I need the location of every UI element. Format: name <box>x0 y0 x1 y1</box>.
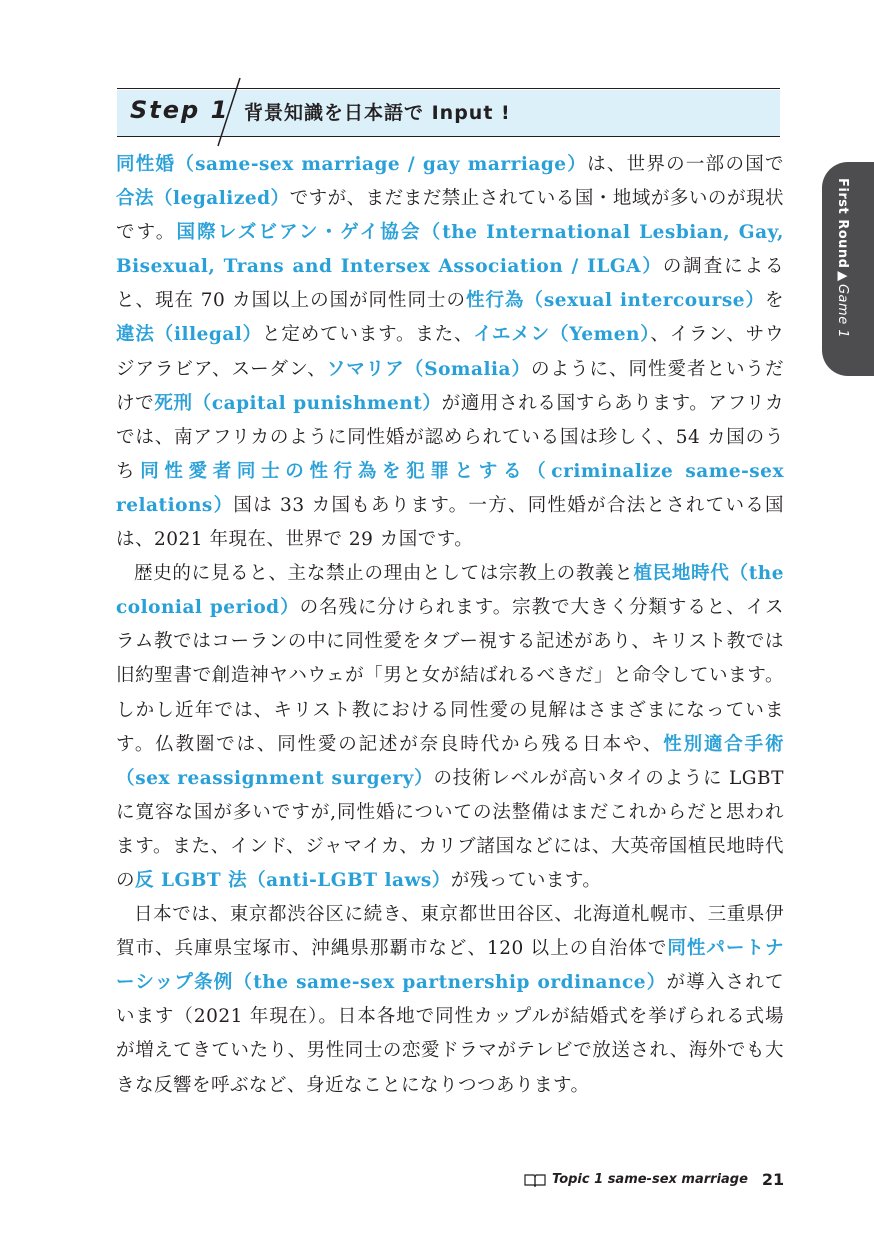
highlighted-term: 同性愛者同士の性行為を犯罪とする（criminalize same-sex relations） <box>116 460 784 516</box>
text-run: 日本では、東京都渋谷区に続き、東京都世田谷区、北海道札幌市、三重県伊賀市、兵庫県宝塚市、沖縄県那覇市など、120 以上の自治体で <box>116 904 784 960</box>
footer-topic: Topic 1 same-sex marriage <box>552 1172 748 1187</box>
text-run: と定めています。また、 <box>262 324 474 346</box>
paragraph <box>116 557 784 898</box>
highlighted-term: 国際レズビアン・ゲイ協会（the International Lesbian, Gay, Bisexual, Trans and Intersex Association / ILGA） <box>116 222 784 278</box>
highlighted-term: 同性パートナーシップ条例（the same-sex partnership ordinance） <box>116 938 784 994</box>
body-text <box>116 148 784 1103</box>
side-tab-round: First Round <box>835 178 850 269</box>
text-run: は、世界の一部の国で <box>587 154 784 175</box>
highlighted-term: 合法（legalized） <box>116 188 290 210</box>
side-tab-game: Game 1 <box>835 283 850 339</box>
text-run: が残っています。 <box>450 869 602 891</box>
page-footer <box>524 1170 784 1189</box>
text-run: を <box>764 290 784 312</box>
side-tab-marker-icon: ▶ <box>835 268 850 284</box>
highlighted-term: 植民地時代（the colonial period） <box>116 563 784 619</box>
text-run: の技術レベルが高いタイのように LGBT に寛容な国が多いですが,同性婚についての法整備はまだこれからだと思われます。また、インド、ジャマイカ、カリブ諸国などには、大英帝国植民地時代の <box>116 767 784 891</box>
text-run: 、イラン、サウジアラビア、スーダン、 <box>116 324 784 380</box>
book-icon <box>524 1173 546 1187</box>
text-run: 歴史的に見ると、主な禁止の理由としては宗教上の教義と <box>134 563 634 585</box>
highlighted-term: 性行為（sexual intercourse） <box>465 290 765 312</box>
highlighted-term: 同性婚 <box>116 154 176 175</box>
highlighted-term: 違法（illegal） <box>116 324 263 346</box>
section-title: 背景知識を日本語で Input ! <box>244 102 511 124</box>
highlighted-term: （same-sex marriage / gay marriage） <box>175 154 588 175</box>
paragraph <box>116 898 784 1103</box>
highlighted-term: 性別適合手術（sex reassignment surgery） <box>116 733 784 789</box>
highlighted-term: ソマリア（Somalia） <box>326 358 532 380</box>
text-run: ですが、まだまだ禁止されている国・地域が多いのが現状です。 <box>116 188 784 244</box>
page-number: 21 <box>761 1170 785 1189</box>
text-run: のように、同性愛者というだけで <box>116 358 784 414</box>
text-run: の調査によると、現在 70 カ国以上の国が同性同士の <box>116 256 784 312</box>
text-run: が適用される国すらあります。アフリカでは、南アフリカのように同性婚が認められている国は珍しく、54 カ国のうち <box>116 392 784 482</box>
step-label: Step 1 <box>130 96 230 124</box>
text-run: の名残に分けられます。宗教で大きく分類すると、イスラム教ではコーランの中に同性愛をタブー視する記述があり、キリスト教では旧約聖書で創造神ヤハウェが「男と女が結ばれるべきだ」と命令しています。しかし近年では、キリスト教における同性愛の見解はさまざまになっています。仏教圏では、同性愛の記述が奈良時代から残る日本や、 <box>116 597 784 755</box>
highlighted-term: イエメン（Yemen） <box>473 324 651 346</box>
header-slash-divider <box>214 76 244 148</box>
text-run: が導入されています（2021 年現在）。日本各地で同性カップルが結婚式を挙げられる式場が増えてきていたり、男性同士の恋愛ドラマがテレビで放送され、海外でも大きな反響を呼ぶなど、身近なことになりつつあります。 <box>116 972 784 1096</box>
highlighted-term: 反 LGBT 法（anti-LGBT laws） <box>135 869 451 891</box>
paragraph <box>116 148 784 557</box>
text-run: 国は 33 カ国もあります。一方、同性婚が合法とされている国は、2021 年現在、世界で 29 カ国です。 <box>116 494 785 551</box>
side-tab-label <box>835 178 850 338</box>
highlighted-term: 死刑（capital punishment） <box>154 392 442 414</box>
